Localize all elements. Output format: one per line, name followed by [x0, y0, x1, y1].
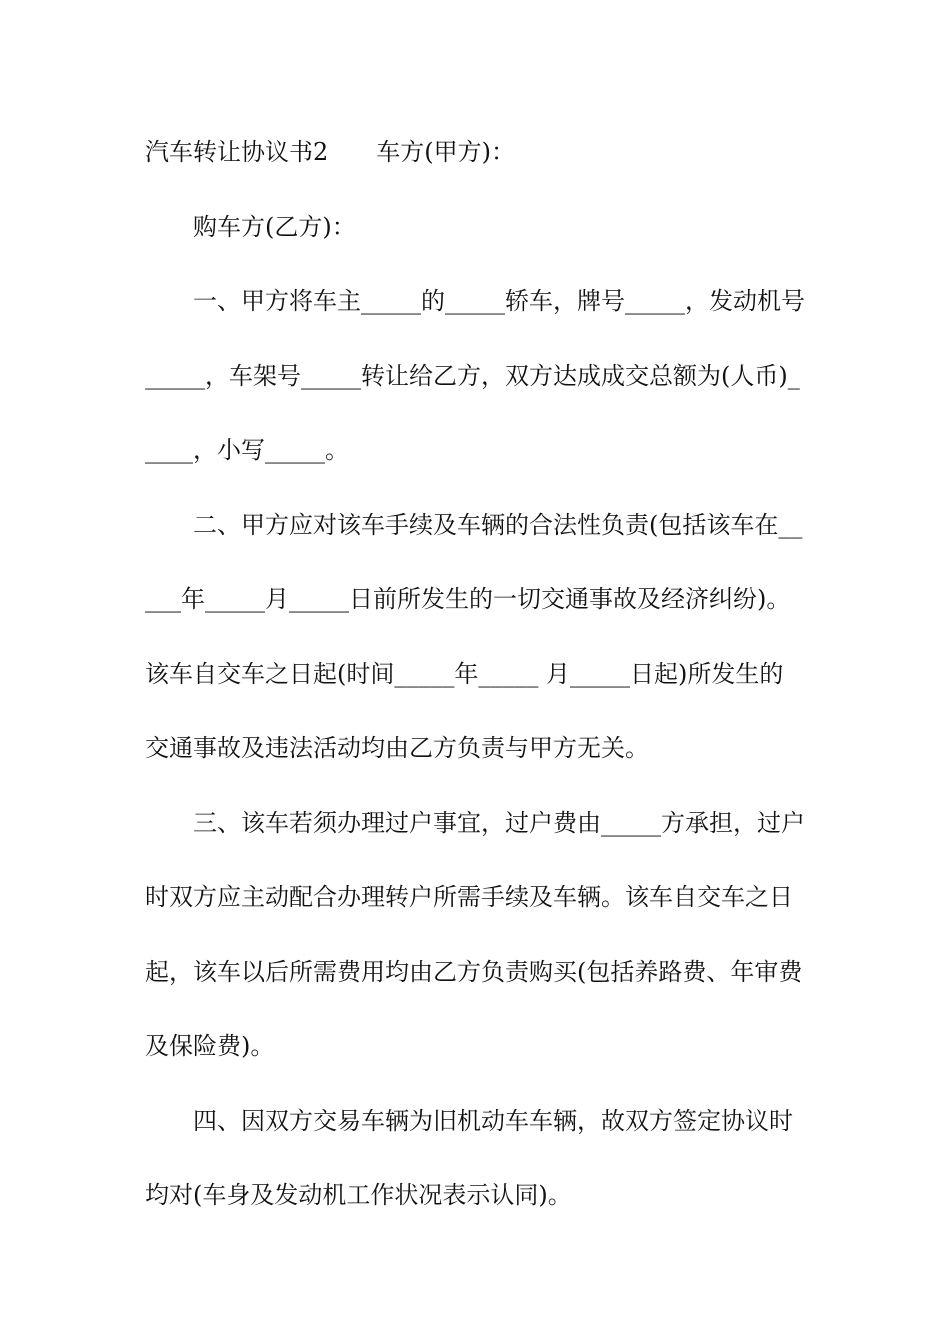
clause-3-line-4: 及保险费)。: [145, 1032, 275, 1060]
title-line: 汽车转让协议书2 车方(甲方)：: [145, 138, 515, 166]
clause-1-line-1: 一、甲方将车主_____的_____轿车，牌号_____，发动机号: [193, 287, 805, 315]
clause-2-line-2: ___年_____月_____日前所发生的一切交通事故及经济纠纷)。: [145, 585, 791, 613]
clause-4-line-2: 均对(车身及发动机工作状况表示认同)。: [145, 1181, 572, 1209]
clause-4-line-1: 四、因双方交易车辆为旧机动车车辆，故双方签定协议时: [193, 1107, 793, 1135]
clause-2-line-1: 二、甲方应对该车手续及车辆的合法性负责(包括该车在__: [193, 511, 803, 539]
clause-1-line-3: ____，小写_____。: [145, 436, 349, 464]
clause-2-line-4: 交通事故及违法活动均由乙方负责与甲方无关。: [145, 734, 649, 762]
clause-1-line-2: _____，车架号_____转让给乙方，双方达成成交总额为(人币)_: [145, 362, 800, 390]
buyer-line: 购车方(乙方)：: [193, 213, 356, 241]
clause-2-line-3: 该车自交车之日起(时间_____年_____ 月_____日起)所发生的: [145, 660, 784, 688]
clause-3-line-1: 三、该车若须办理过户事宜，过户费由_____方承担，过户: [193, 809, 805, 837]
clause-3-line-2: 时双方应主动配合办理转户所需手续及车辆。该车自交车之日: [145, 883, 793, 911]
clause-3-line-3: 起，该车以后所需费用均由乙方负责购买(包括养路费、年审费: [145, 958, 803, 986]
